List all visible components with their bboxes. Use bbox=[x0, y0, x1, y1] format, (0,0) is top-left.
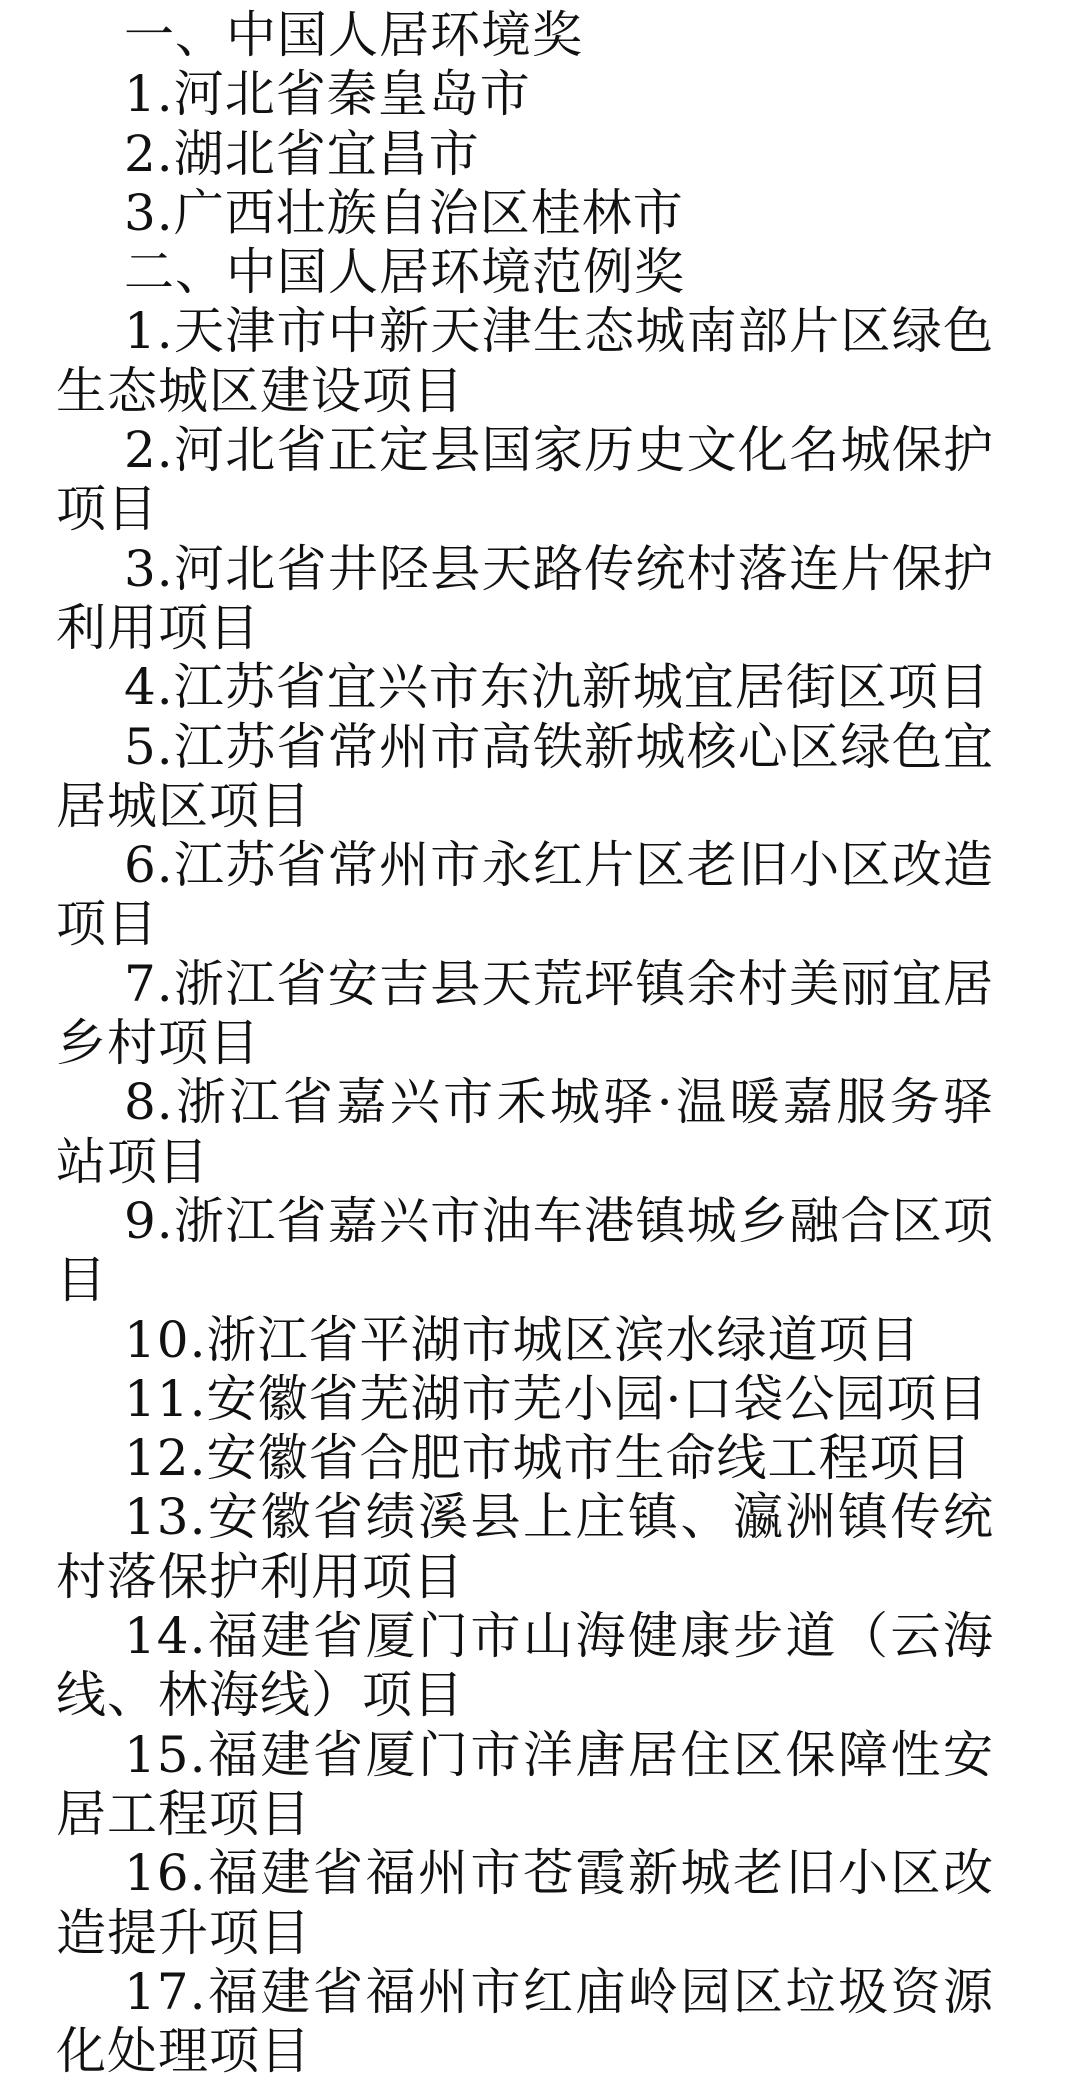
list-item: 11.安徽省芜湖市芜小园·口袋公园项目 bbox=[124, 1369, 989, 1428]
list-item: 2.湖北省宜昌市 bbox=[124, 124, 480, 183]
list-item: 17.福建省福州市红庙岭园区垃圾资源化处理项目 bbox=[56, 1962, 994, 2081]
list-item: 6.江苏省常州市永红片区老旧小区改造项目 bbox=[56, 836, 994, 954]
list-item: 5.江苏省常州市高铁新城核心区绿色宜居城区项目 bbox=[56, 717, 994, 835]
list-item: 10.浙江省平湖市城区滨水绿道项目 bbox=[124, 1310, 921, 1369]
list-item: 9.浙江省嘉兴市油车港镇城乡融合区项目 bbox=[56, 1191, 994, 1310]
list-item: 15.福建省厦门市洋唐居住区保障性安居工程项目 bbox=[56, 1725, 994, 1843]
list-item: 12.安徽省合肥市城市生命线工程项目 bbox=[124, 1429, 972, 1488]
list-item: 13.安徽省绩溪县上庄镇、瀛洲镇传统村落保护利用项目 bbox=[56, 1488, 994, 1606]
list-item: 8.浙江省嘉兴市禾城驿·温暖嘉服务驿站项目 bbox=[56, 1073, 994, 1191]
section-heading-1: 一、中国人居环境奖 bbox=[124, 6, 583, 64]
list-item: 3.广西壮族自治区桂林市 bbox=[124, 183, 684, 242]
list-item: 14.福建省厦门市山海健康步道（云海线、林海线）项目 bbox=[56, 1607, 994, 1725]
list-item: 2.河北省正定县国家历史文化名城保护项目 bbox=[56, 421, 994, 539]
list-item: 1.天津市中新天津生态城南部片区绿色生态城区建设项目 bbox=[56, 302, 994, 420]
list-item: 7.浙江省安吉县天荒坪镇余村美丽宜居乡村项目 bbox=[56, 954, 994, 1073]
list-item: 3.河北省井陉县天路传统村落连片保护利用项目 bbox=[56, 539, 994, 657]
list-item: 16.福建省福州市苍霞新城老旧小区改造提升项目 bbox=[56, 1844, 994, 1962]
list-item: 1.河北省秦皇岛市 bbox=[124, 65, 531, 124]
section-heading-2: 二、中国人居环境范例奖 bbox=[124, 243, 685, 302]
list-item: 4.江苏省宜兴市东氿新城宜居街区项目 bbox=[124, 658, 990, 717]
